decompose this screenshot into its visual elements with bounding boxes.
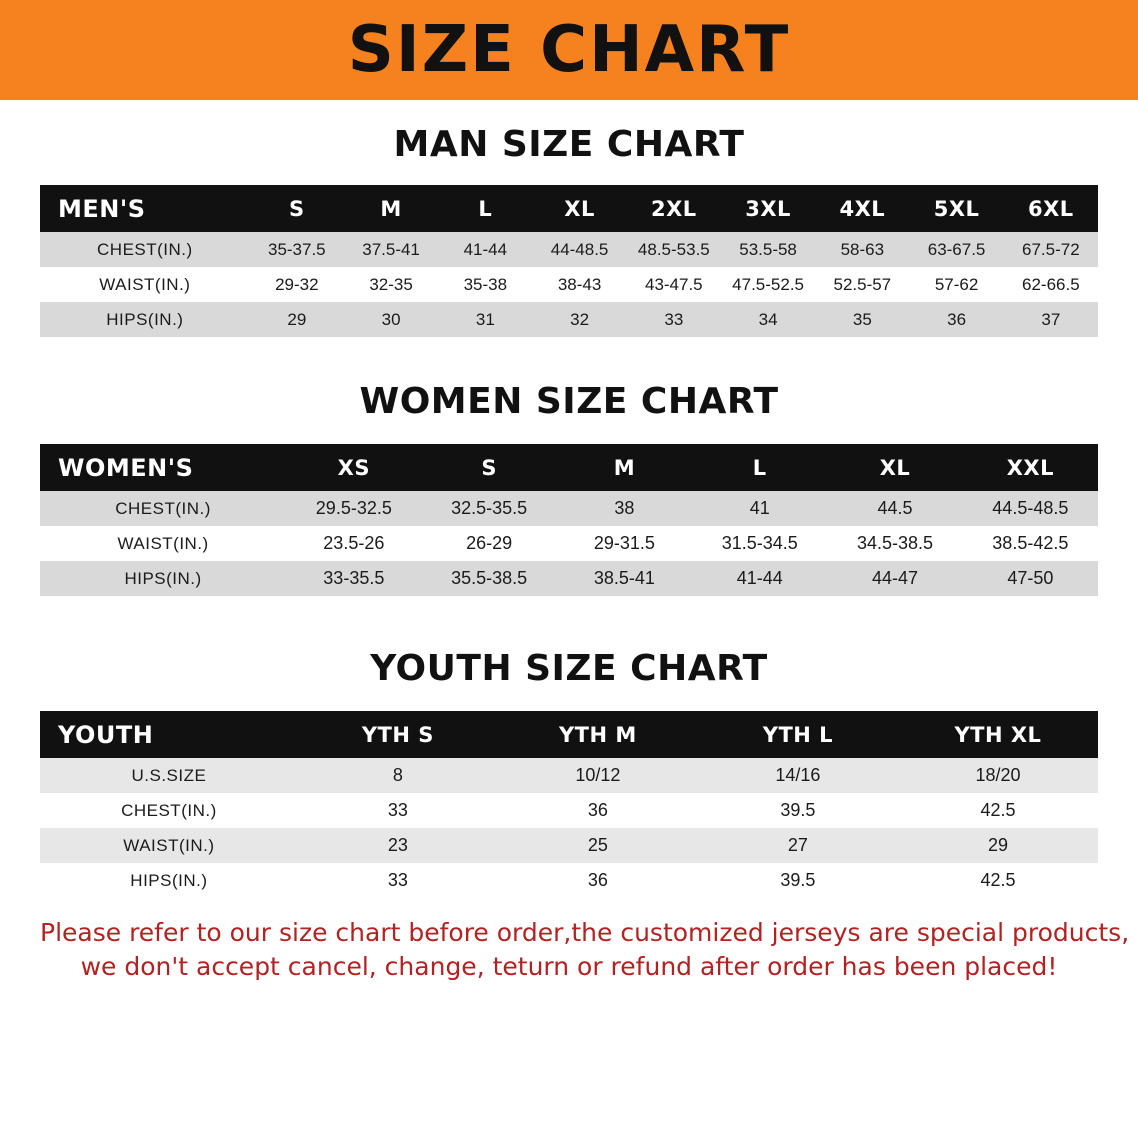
table-cell: 58-63: [815, 232, 909, 267]
row-header: HIPS(IN.): [40, 863, 298, 898]
row-header: WAIST(IN.): [40, 828, 298, 863]
table-cell: 38.5-41: [557, 561, 692, 596]
column-header: WOMEN'S: [40, 444, 286, 491]
notice-line-2: we don't accept cancel, change, teturn or refund after order has been placed!: [80, 951, 1058, 981]
column-header: YTH XL: [898, 711, 1098, 758]
table-cell: 32: [532, 302, 626, 337]
table-cell: 33: [298, 863, 498, 898]
table-cell: 34.5-38.5: [827, 526, 962, 561]
column-header: M: [344, 185, 438, 232]
table-cell: 67.5-72: [1004, 232, 1098, 267]
man-section-title: MAN SIZE CHART: [393, 124, 745, 165]
table-cell: 35: [815, 302, 909, 337]
table-row: [40, 828, 1098, 863]
row-header: CHEST(IN.): [40, 793, 298, 828]
table-cell: 41-44: [438, 232, 532, 267]
table-cell: 41: [692, 491, 827, 526]
column-header: L: [438, 185, 532, 232]
table-cell: 38: [557, 491, 692, 526]
table-cell: 44.5: [827, 491, 962, 526]
table-row: [40, 863, 1098, 898]
table-cell: 53.5-58: [721, 232, 815, 267]
table-cell: 37: [1004, 302, 1098, 337]
column-header: M: [557, 444, 692, 491]
table-row: [40, 793, 1098, 828]
page-title: SIZE CHART: [347, 13, 791, 87]
table-cell: 10/12: [498, 758, 698, 793]
table-cell: 26-29: [421, 526, 556, 561]
column-header: YTH S: [298, 711, 498, 758]
table-cell: 25: [498, 828, 698, 863]
table-cell: 44.5-48.5: [963, 491, 1098, 526]
table-cell: 36: [498, 793, 698, 828]
column-header: YTH L: [698, 711, 898, 758]
table-header-row: [40, 444, 1098, 491]
youth-size-table: [40, 711, 1098, 898]
column-header: XXL: [963, 444, 1098, 491]
table-cell: 35.5-38.5: [421, 561, 556, 596]
column-header: YTH M: [498, 711, 698, 758]
notice-line-1: Please refer to our size chart before order,the customized jerseys are special products,: [40, 918, 1130, 947]
column-header: XS: [286, 444, 421, 491]
table-row: [40, 302, 1098, 337]
order-notice: [40, 916, 1130, 984]
column-header: S: [421, 444, 556, 491]
table-cell: 39.5: [698, 793, 898, 828]
table-row: [40, 267, 1098, 302]
column-header: XL: [532, 185, 626, 232]
table-cell: 18/20: [898, 758, 1098, 793]
table-cell: 29: [250, 302, 344, 337]
table-cell: 33: [298, 793, 498, 828]
table-cell: 31: [438, 302, 532, 337]
table-cell: 37.5-41: [344, 232, 438, 267]
table-cell: 52.5-57: [815, 267, 909, 302]
column-header: 5XL: [909, 185, 1003, 232]
table-cell: 29.5-32.5: [286, 491, 421, 526]
table-cell: 48.5-53.5: [627, 232, 721, 267]
column-header: L: [692, 444, 827, 491]
table-cell: 42.5: [898, 863, 1098, 898]
table-cell: 63-67.5: [909, 232, 1003, 267]
women-size-table: [40, 444, 1098, 596]
table-cell: 44-48.5: [532, 232, 626, 267]
table-cell: 32-35: [344, 267, 438, 302]
table-cell: 41-44: [692, 561, 827, 596]
table-cell: 32.5-35.5: [421, 491, 556, 526]
table-header-row: [40, 185, 1098, 232]
row-header: CHEST(IN.): [40, 491, 286, 526]
man-size-table: [40, 185, 1098, 337]
table-row: [40, 491, 1098, 526]
row-header: WAIST(IN.): [40, 267, 250, 302]
table-cell: 27: [698, 828, 898, 863]
row-header: WAIST(IN.): [40, 526, 286, 561]
table-cell: 29: [898, 828, 1098, 863]
column-header: 3XL: [721, 185, 815, 232]
column-header: MEN'S: [40, 185, 250, 232]
table-cell: 39.5: [698, 863, 898, 898]
table-cell: 33: [627, 302, 721, 337]
row-header: HIPS(IN.): [40, 302, 250, 337]
table-cell: 43-47.5: [627, 267, 721, 302]
table-row: [40, 758, 1098, 793]
column-header: XL: [827, 444, 962, 491]
table-cell: 29-32: [250, 267, 344, 302]
table-cell: 23: [298, 828, 498, 863]
table-cell: 42.5: [898, 793, 1098, 828]
table-cell: 36: [498, 863, 698, 898]
table-cell: 35-37.5: [250, 232, 344, 267]
table-row: [40, 526, 1098, 561]
banner: [0, 0, 1138, 100]
table-row: [40, 232, 1098, 267]
column-header: 2XL: [627, 185, 721, 232]
column-header: 6XL: [1004, 185, 1098, 232]
table-cell: 8: [298, 758, 498, 793]
table-cell: 34: [721, 302, 815, 337]
table-cell: 57-62: [909, 267, 1003, 302]
table-cell: 44-47: [827, 561, 962, 596]
table-cell: 29-31.5: [557, 526, 692, 561]
table-row: [40, 561, 1098, 596]
row-header: CHEST(IN.): [40, 232, 250, 267]
column-header: 4XL: [815, 185, 909, 232]
table-cell: 14/16: [698, 758, 898, 793]
column-header: YOUTH: [40, 711, 298, 758]
women-section-title: WOMEN SIZE CHART: [359, 381, 779, 422]
column-header: S: [250, 185, 344, 232]
table-cell: 38-43: [532, 267, 626, 302]
table-cell: 30: [344, 302, 438, 337]
youth-section-title: YOUTH SIZE CHART: [370, 648, 768, 689]
row-header: HIPS(IN.): [40, 561, 286, 596]
table-cell: 35-38: [438, 267, 532, 302]
table-cell: 33-35.5: [286, 561, 421, 596]
table-cell: 36: [909, 302, 1003, 337]
table-cell: 62-66.5: [1004, 267, 1098, 302]
table-cell: 47.5-52.5: [721, 267, 815, 302]
row-header: U.S.SIZE: [40, 758, 298, 793]
table-cell: 47-50: [963, 561, 1098, 596]
table-header-row: [40, 711, 1098, 758]
table-cell: 38.5-42.5: [963, 526, 1098, 561]
table-cell: 31.5-34.5: [692, 526, 827, 561]
table-cell: 23.5-26: [286, 526, 421, 561]
